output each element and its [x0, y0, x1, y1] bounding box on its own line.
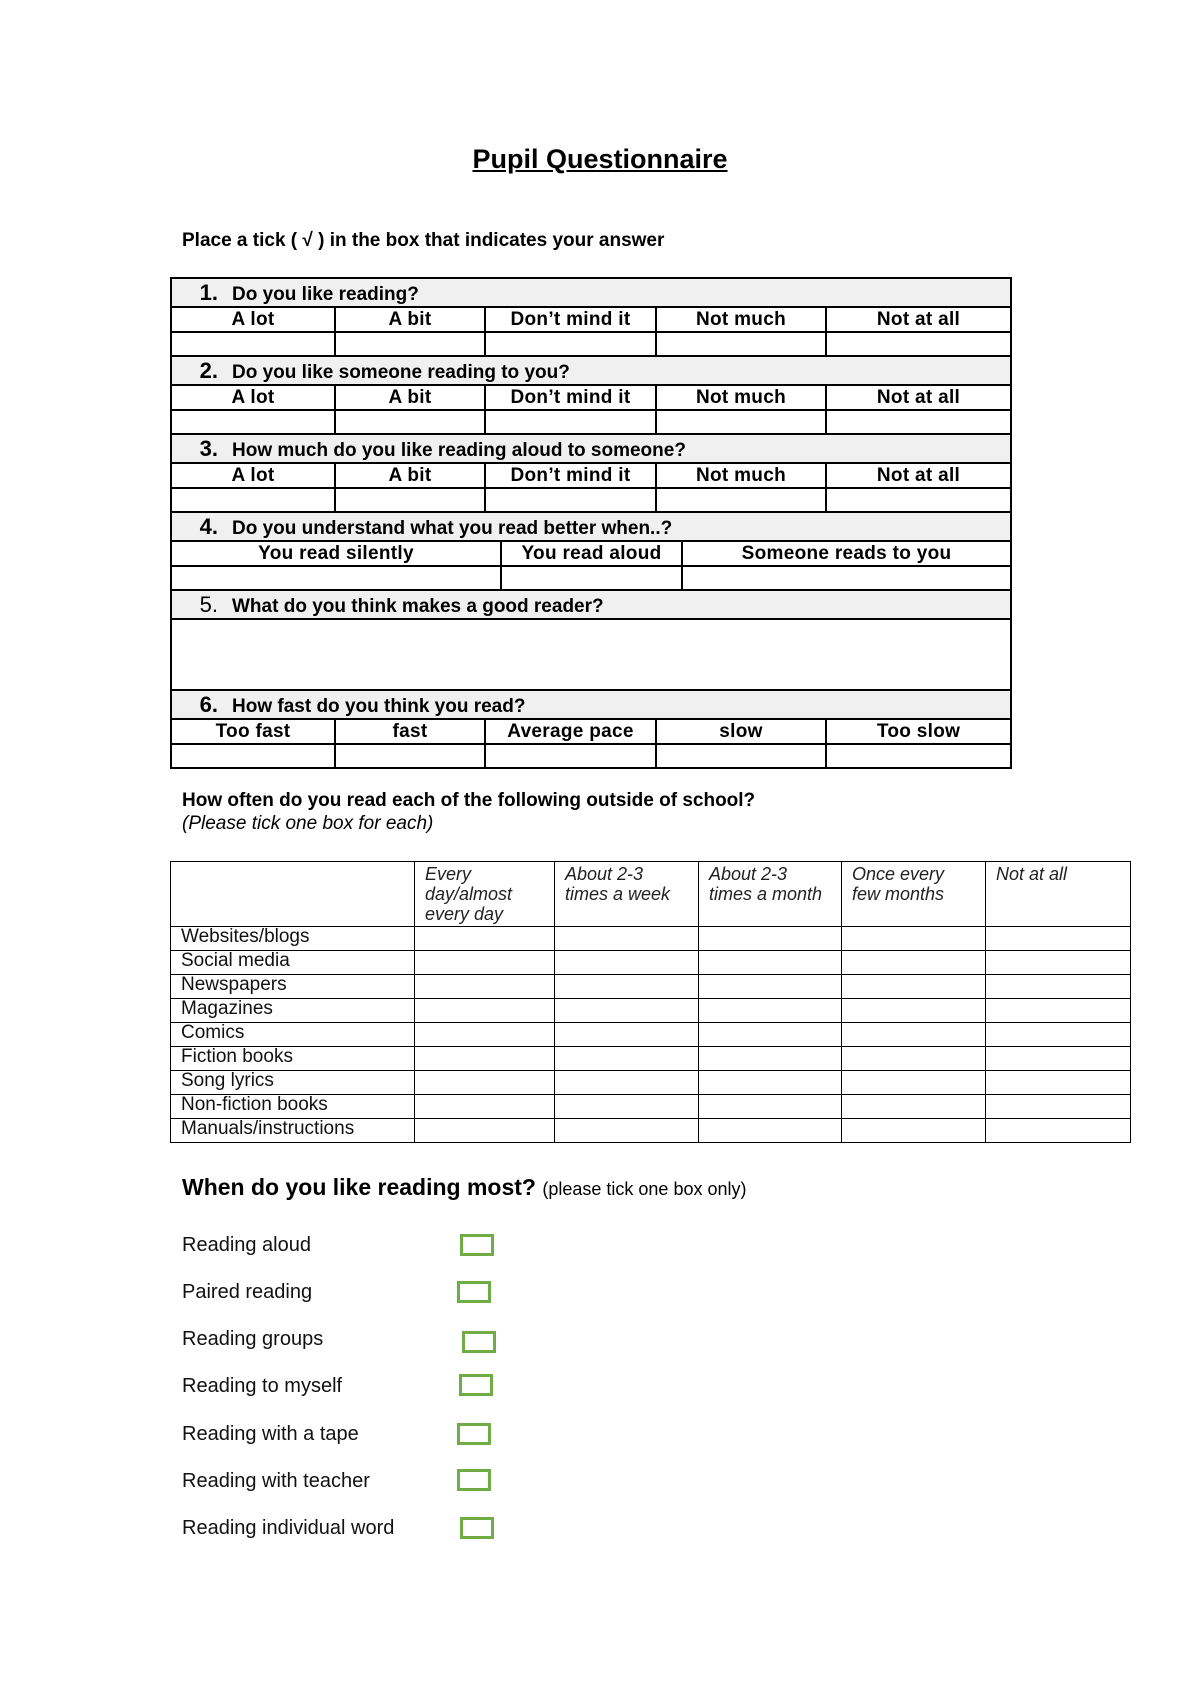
- answer-box[interactable]: [335, 410, 485, 434]
- answer-box[interactable]: [656, 488, 826, 512]
- tick-cell[interactable]: [842, 1095, 986, 1119]
- preference-checkbox[interactable]: [457, 1281, 491, 1303]
- answer-box[interactable]: [826, 744, 1011, 768]
- option-label: Someone reads to you: [682, 541, 1011, 566]
- questions-block: [170, 277, 1010, 769]
- option-label: A lot: [171, 307, 335, 332]
- option-label: A bit: [335, 307, 485, 332]
- question-4-header: [171, 512, 1011, 541]
- option-label: Not at all: [826, 307, 1011, 332]
- tick-cell[interactable]: [699, 1047, 842, 1071]
- frequency-block: [170, 861, 1130, 1143]
- row-label: Newspapers: [171, 975, 415, 999]
- option-label: A bit: [335, 385, 485, 410]
- answer-box[interactable]: [485, 410, 656, 434]
- answer-box[interactable]: [656, 332, 826, 356]
- option-label: A lot: [171, 463, 335, 488]
- table-row: [171, 1047, 1131, 1071]
- frequency-column-header: About 2-3 times a week: [555, 862, 699, 927]
- preference-label: Reading with a tape: [182, 1423, 359, 1445]
- tick-cell[interactable]: [699, 951, 842, 975]
- row-label: Websites/blogs: [171, 927, 415, 951]
- answer-box[interactable]: [171, 744, 335, 768]
- tick-cell[interactable]: [415, 1119, 555, 1143]
- question-number: 6.: [199, 691, 218, 717]
- tick-cell[interactable]: [986, 1047, 1131, 1071]
- table-row: [171, 1119, 1131, 1143]
- tick-cell[interactable]: [699, 1119, 842, 1143]
- question-2-answers: [171, 410, 1011, 434]
- tick-cell[interactable]: [555, 1095, 699, 1119]
- tick-cell[interactable]: [699, 975, 842, 999]
- option-label: fast: [335, 719, 485, 744]
- preference-checkbox[interactable]: [462, 1331, 496, 1353]
- preference-note: (please tick one box only): [542, 1179, 747, 1199]
- preference-checkbox[interactable]: [457, 1423, 491, 1445]
- frequency-header-row: [171, 862, 1131, 927]
- tick-cell[interactable]: [415, 1071, 555, 1095]
- option-label: Average pace: [485, 719, 656, 744]
- tick-cell[interactable]: [842, 975, 986, 999]
- preference-checkbox[interactable]: [457, 1469, 491, 1491]
- frequency-table: [170, 861, 1131, 1143]
- table-row: [171, 951, 1131, 975]
- preference-title: [182, 1174, 746, 1201]
- row-label: Non-fiction books: [171, 1095, 415, 1119]
- option-label: Not at all: [826, 463, 1011, 488]
- question-number: 3.: [199, 435, 218, 461]
- table-row: [171, 1023, 1131, 1047]
- option-label: Too fast: [171, 719, 335, 744]
- question-1-answers: [171, 332, 1011, 356]
- answer-box[interactable]: [826, 410, 1011, 434]
- row-label: Fiction books: [171, 1047, 415, 1071]
- frequency-subtitle: (Please tick one box for each): [182, 813, 434, 834]
- option-label: You read aloud: [501, 541, 682, 566]
- answer-box[interactable]: [656, 410, 826, 434]
- tick-cell[interactable]: [555, 1119, 699, 1143]
- frequency-column-header: Every day/almost every day: [415, 862, 555, 927]
- table-row: [171, 1071, 1131, 1095]
- preference-label: Reading groups: [182, 1328, 324, 1350]
- tick-cell[interactable]: [555, 1023, 699, 1047]
- answer-box[interactable]: [826, 488, 1011, 512]
- question-text: How much do you like reading aloud to someone?: [232, 439, 686, 461]
- tick-cell[interactable]: [415, 1023, 555, 1047]
- question-6-header: [171, 690, 1011, 719]
- option-label: Too slow: [826, 719, 1011, 744]
- option-label: Not much: [656, 463, 826, 488]
- preference-label: Reading aloud: [182, 1234, 311, 1256]
- answer-box[interactable]: [826, 332, 1011, 356]
- answer-box[interactable]: [501, 566, 682, 590]
- tick-cell[interactable]: [555, 1071, 699, 1095]
- question-text: How fast do you think you read?: [232, 695, 526, 717]
- frequency-corner-cell: [171, 862, 415, 927]
- question-text: Do you like reading?: [232, 283, 419, 305]
- answer-box[interactable]: [485, 332, 656, 356]
- tick-cell[interactable]: [699, 1023, 842, 1047]
- answer-box[interactable]: [682, 566, 1011, 590]
- tick-cell[interactable]: [699, 1071, 842, 1095]
- tick-cell[interactable]: [842, 1023, 986, 1047]
- preference-checkbox[interactable]: [460, 1517, 494, 1539]
- tick-cell[interactable]: [986, 1119, 1131, 1143]
- tick-cell[interactable]: [555, 975, 699, 999]
- tick-cell[interactable]: [986, 999, 1131, 1023]
- preference-label: Reading individual word: [182, 1517, 395, 1539]
- tick-cell[interactable]: [986, 1071, 1131, 1095]
- question-text: Do you understand what you read better when..?: [232, 517, 673, 539]
- tick-cell[interactable]: [415, 999, 555, 1023]
- option-label: Don’t mind it: [485, 307, 656, 332]
- question-4-options: [171, 541, 1011, 566]
- frequency-title: How often do you read each of the following outside of school?: [182, 790, 756, 811]
- frequency-column-header: Once every few months: [842, 862, 986, 927]
- tick-cell[interactable]: [986, 1023, 1131, 1047]
- row-label: Magazines: [171, 999, 415, 1023]
- tick-cell[interactable]: [842, 999, 986, 1023]
- answer-box[interactable]: [335, 332, 485, 356]
- tick-cell[interactable]: [555, 927, 699, 951]
- tick-cell[interactable]: [842, 927, 986, 951]
- preference-question: When do you like reading most?: [182, 1174, 536, 1200]
- tick-cell[interactable]: [415, 951, 555, 975]
- questions-table: [170, 277, 1012, 769]
- answer-textarea[interactable]: [171, 619, 1011, 690]
- tick-cell[interactable]: [415, 975, 555, 999]
- question-text: Do you like someone reading to you?: [232, 361, 570, 383]
- question-6-options: [171, 719, 1011, 744]
- tick-cell[interactable]: [415, 927, 555, 951]
- answer-box[interactable]: [485, 488, 656, 512]
- frequency-column-header: Not at all: [986, 862, 1131, 927]
- preference-label: Paired reading: [182, 1281, 313, 1303]
- answer-box[interactable]: [656, 744, 826, 768]
- row-label: Social media: [171, 951, 415, 975]
- question-2-options: [171, 385, 1011, 410]
- tick-cell[interactable]: [699, 927, 842, 951]
- page-title: Pupil Questionnaire: [472, 144, 728, 174]
- tick-cell[interactable]: [842, 1119, 986, 1143]
- tick-cell[interactable]: [986, 1095, 1131, 1119]
- table-row: [171, 1095, 1131, 1119]
- tick-cell[interactable]: [986, 927, 1131, 951]
- option-label: Don’t mind it: [485, 463, 656, 488]
- question-number: 5.: [199, 591, 218, 617]
- tick-cell[interactable]: [699, 1095, 842, 1119]
- option-label: You read silently: [171, 541, 501, 566]
- option-label: Not much: [656, 307, 826, 332]
- answer-box[interactable]: [171, 332, 335, 356]
- question-5-answer: [171, 619, 1011, 690]
- tick-cell[interactable]: [415, 1095, 555, 1119]
- answer-box[interactable]: [485, 744, 656, 768]
- tick-cell[interactable]: [842, 951, 986, 975]
- table-row: [171, 999, 1131, 1023]
- preference-checkbox[interactable]: [459, 1374, 493, 1396]
- tick-cell[interactable]: [842, 1071, 986, 1095]
- option-label: Not much: [656, 385, 826, 410]
- question-2-header: [171, 356, 1011, 385]
- tick-cell[interactable]: [842, 1047, 986, 1071]
- table-row: [171, 975, 1131, 999]
- tick-cell[interactable]: [415, 1047, 555, 1071]
- preference-checkbox[interactable]: [460, 1234, 494, 1256]
- question-number: 2.: [199, 357, 218, 383]
- row-label: Song lyrics: [171, 1071, 415, 1095]
- frequency-column-header: About 2-3 times a month: [699, 862, 842, 927]
- option-label: Don’t mind it: [485, 385, 656, 410]
- tick-cell[interactable]: [986, 975, 1131, 999]
- tick-cell[interactable]: [555, 999, 699, 1023]
- option-label: slow: [656, 719, 826, 744]
- question-3-header: [171, 434, 1011, 463]
- tick-cell[interactable]: [555, 951, 699, 975]
- option-label: A bit: [335, 463, 485, 488]
- question-6-answers: [171, 744, 1011, 768]
- tick-cell[interactable]: [555, 1047, 699, 1071]
- instruction-text: Place a tick ( √ ) in the box that indicates your answer: [182, 230, 665, 251]
- answer-box[interactable]: [335, 488, 485, 512]
- preference-label: Reading to myself: [182, 1375, 343, 1397]
- tick-cell[interactable]: [986, 951, 1131, 975]
- row-label: Manuals/instructions: [171, 1119, 415, 1143]
- question-number: 4.: [199, 513, 218, 539]
- answer-box[interactable]: [171, 566, 501, 590]
- answer-box[interactable]: [335, 744, 485, 768]
- question-5-header: [171, 590, 1011, 619]
- tick-cell[interactable]: [699, 999, 842, 1023]
- question-4-answers: [171, 566, 1011, 590]
- question-3-answers: [171, 488, 1011, 512]
- question-1-header: [171, 278, 1011, 307]
- row-label: Comics: [171, 1023, 415, 1047]
- question-text: What do you think makes a good reader?: [232, 595, 604, 617]
- table-row: [171, 927, 1131, 951]
- answer-box[interactable]: [171, 488, 335, 512]
- answer-box[interactable]: [171, 410, 335, 434]
- question-3-options: [171, 463, 1011, 488]
- option-label: Not at all: [826, 385, 1011, 410]
- option-label: A lot: [171, 385, 335, 410]
- preference-label: Reading with teacher: [182, 1470, 370, 1492]
- question-1-options: [171, 307, 1011, 332]
- question-number: 1.: [199, 279, 218, 305]
